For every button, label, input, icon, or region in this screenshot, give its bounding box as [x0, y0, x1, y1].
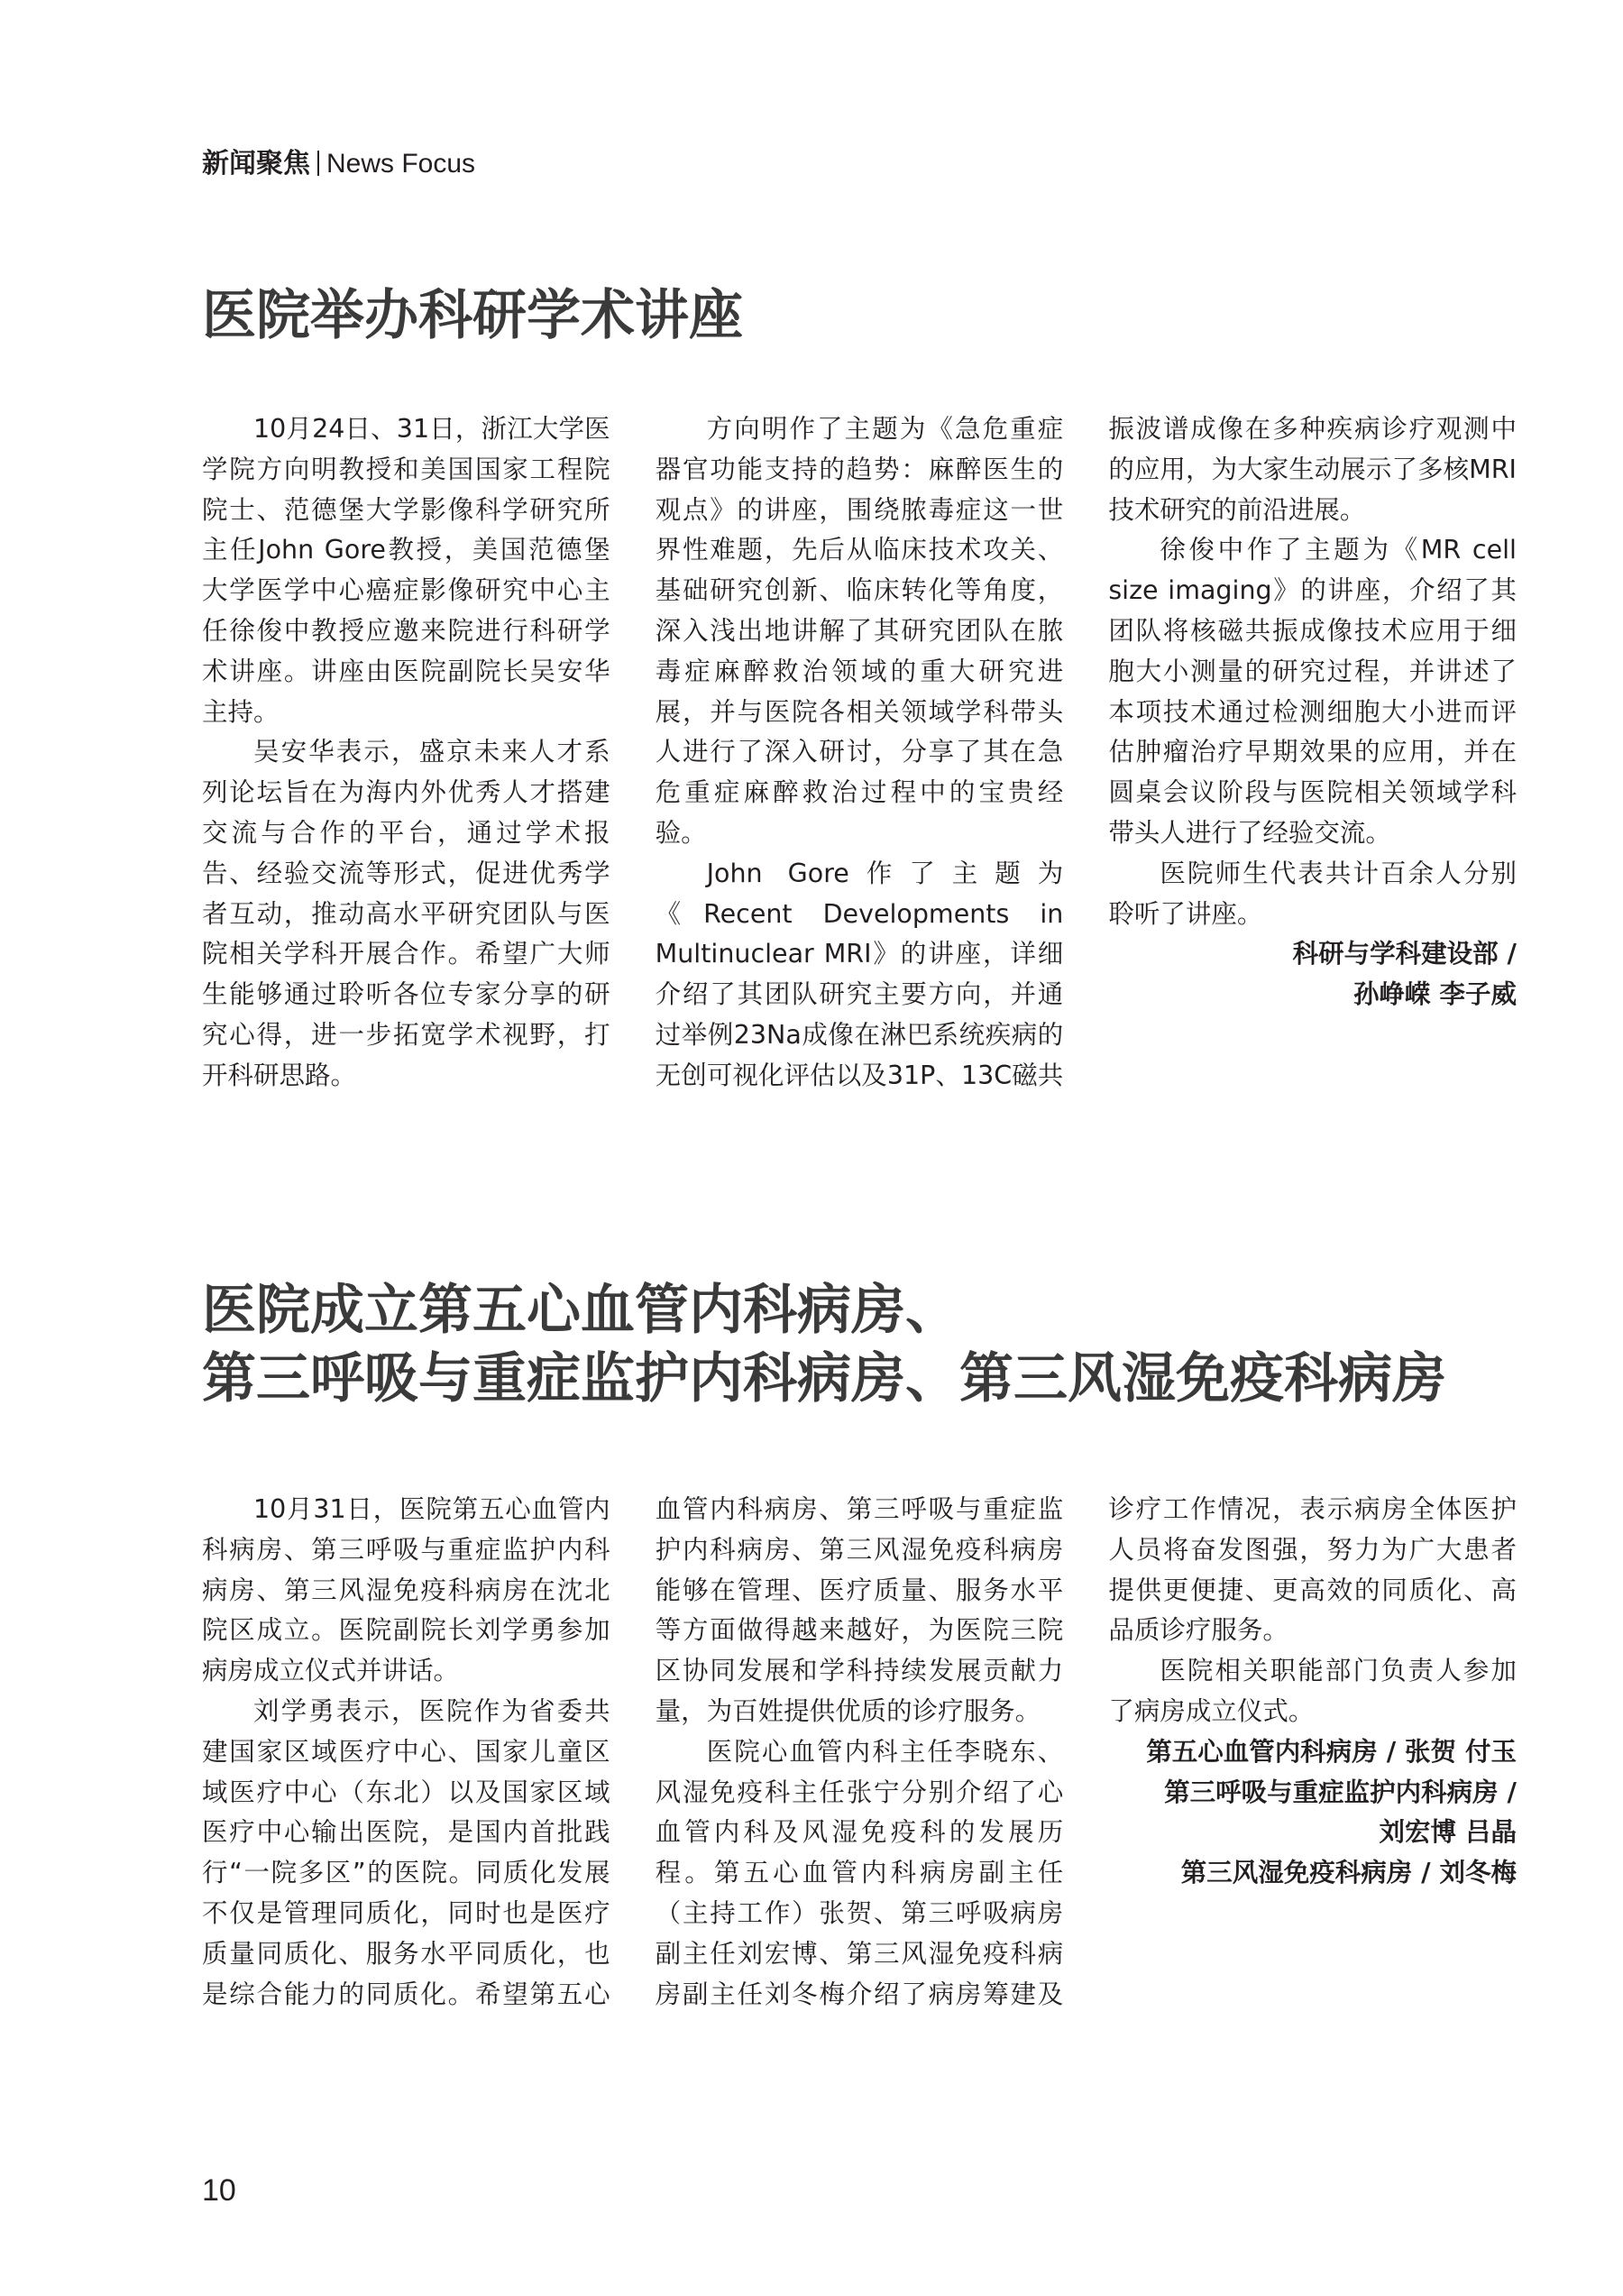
article2-body [202, 1490, 1517, 2040]
article2-paragraph: 10月31日，医院第五心血管内科病房、第三呼吸与重症监护内科病房、第三风湿免疫科病房在沈北院区成立。医院副院长刘学勇参加病房成立仪式并讲话。 [202, 1494, 610, 1686]
article2-paragraph: 刘学勇表示，医院作为省委共建国家区域医疗中心、国家儿童区域医疗中心（东北）以及国家区域医疗中心输出医院，是国内首批践行“一院多区”的医院。同质化发展不仅是管理同质化，同时也是医疗质量同质化、服务水平同质化，也是综合能力的同质化。希望第五心血管内科病房、第三呼吸与重症监护内科病房、第三风湿免疫科病房能够在管理、医疗质量、服务水平等方面做得越来越好，为医院三院区协同发展和学科持续发展贡献力量，为百姓提供优质的诊疗服务。 [202, 1494, 1064, 2009]
article1-paragraph: 徐俊中作了主题为《MR cell size imaging》的讲座，介绍了其团队将核磁共振成像技术应用于细胞大小测量的研究过程，并讲述了本项技术通过检测细胞大小进而评估肿瘤治疗早期效果的应用，并在圆桌会议阶段与医院相关领域学科带头人进行了经验交流。 [1108, 535, 1517, 848]
article1-body [202, 409, 1517, 1104]
article2-byline: 第三风湿免疫科病房 / 刘冬梅 [1180, 1858, 1517, 1888]
section-label [202, 146, 475, 182]
article2-title [202, 1276, 1446, 1413]
article2-byline: 第三呼吸与重症监护内科病房 / [1164, 1777, 1517, 1807]
article1-byline-authors: 孙峥嵘 李子威 [1353, 979, 1517, 1010]
article1-paragraph: 医院师生代表共计百余人分别聆听了讲座。 [1108, 858, 1517, 929]
article1-paragraph: 吴安华表示，盛京未来人才系列论坛旨在为海内外优秀人才搭建交流与合作的平台，通过学术报告、经验交流等形式，促进优秀学者互动，推动高水平研究团队与医院相关学科开展合作。希望广大师生能够通过聆听各位专家分享的研究心得，进一步拓宽学术视野，打开科研思路。 [202, 737, 610, 1090]
article1-title: 医院举办科研学术讲座 [202, 284, 743, 347]
article2-paragraph: 医院相关职能部门负责人参加了病房成立仪式。 [1108, 1656, 1517, 1726]
article2-title-line2: 第三呼吸与重症监护内科病房、第三风湿免疫科病房 [202, 1347, 1446, 1410]
article1-paragraph: John Gore作了主题为《Recent Developments in Multinuclear MRI》的讲座，详细介绍了其团队研究主要方向，并通过举例23Na成像在淋巴系统疾病的无创可视化评估以及31P、13C磁共振波谱成像在多种疾病诊疗观测中的应用，为大家生动展示了多核MRI技术研究的前沿进展。 [655, 414, 1517, 1090]
article2-byline: 刘宏博 吕晶 [1379, 1817, 1517, 1848]
article2-paragraph: 医院心血管内科主任李晓东、风湿免疫科主任张宁分别介绍了心血管内科及风湿免疫科的发展历程。第五心血管内科病房副主任（主持工作）张贺、第三呼吸病房副主任刘宏博、第三风湿免疫科病房副主任刘冬梅介绍了病房筹建及诊疗工作情况，表示病房全体医护人员将奋发图强，努力为广大患者提供更便捷、更高效的同质化、高品质诊疗服务。 [655, 1494, 1517, 2009]
article1-byline-dept: 科研与学科建设部 / [1292, 939, 1517, 969]
section-divider [317, 151, 319, 176]
section-label-zh: 新闻聚焦 [202, 148, 310, 179]
page-number: 10 [202, 2173, 236, 2208]
article2-byline: 第五心血管内科病房 / 张贺 付玉 [1146, 1736, 1517, 1767]
article2-title-line1: 医院成立第五心血管内科病房、 [202, 1279, 959, 1342]
article1-paragraph: 方向明作了主题为《急危重症器官功能支持的趋势：麻醉医生的观点》的讲座，围绕脓毒症这一世界性难题，先后从临床技术攻关、基础研究创新、临床转化等角度，深入浅出地讲解了其研究团队在脓毒症麻醉救治领域的重大研究进展，并与医院各相关领域学科带头人进行了深入研讨，分享了其在急危重症麻醉救治过程中的宝贵经验。 [655, 414, 1064, 848]
article1-paragraph: 10月24日、31日，浙江大学医学院方向明教授和美国国家工程院院士、范德堡大学影像科学研究所主任John Gore教授，美国范德堡大学医学中心癌症影像研究中心主任徐俊中教授应邀来院进行科研学术讲座。讲座由医院副院长吴安华主持。 [202, 414, 610, 727]
section-label-en: News Focus [326, 149, 476, 179]
